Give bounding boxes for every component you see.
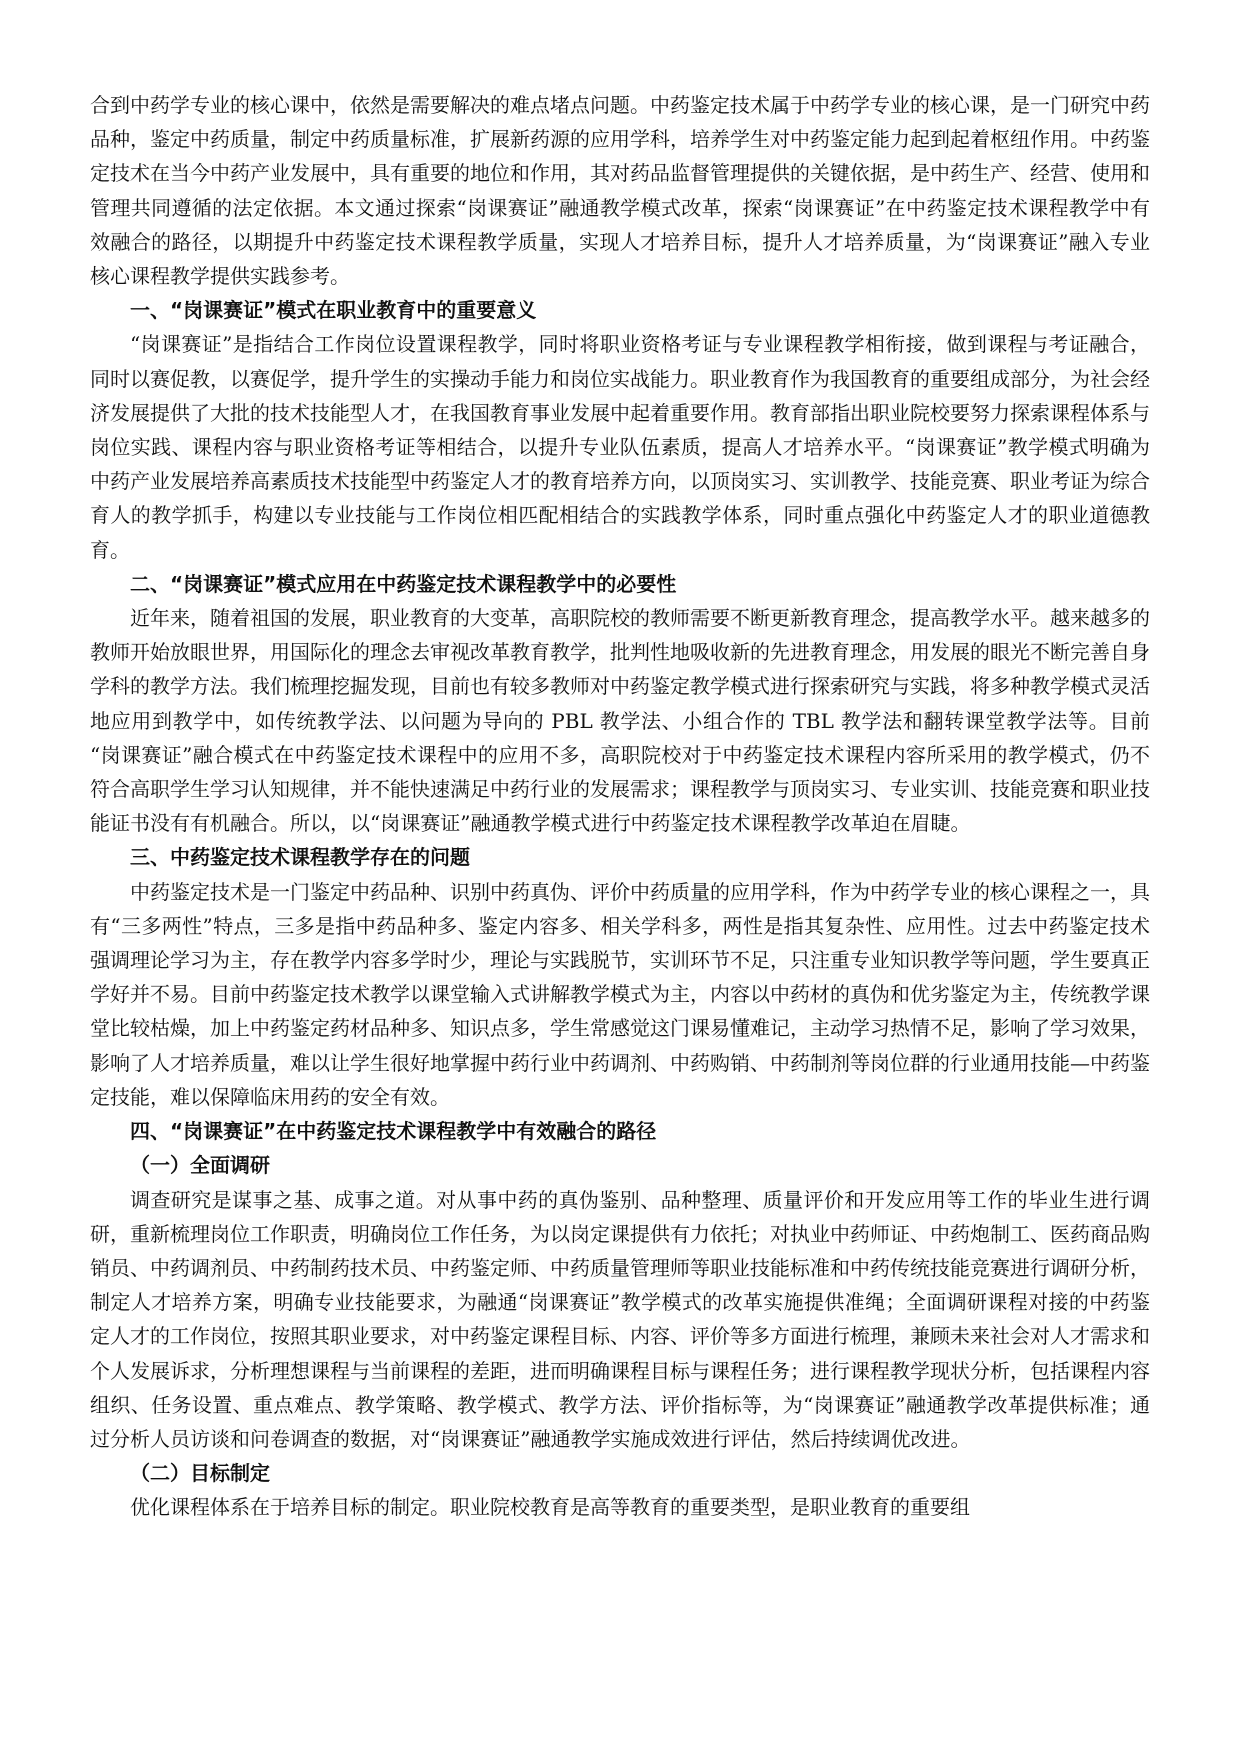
section-heading-3: 三、中药鉴定技术课程教学存在的问题: [130, 845, 470, 870]
subsection-heading-4-2: （二）目标制定: [130, 1461, 270, 1486]
subsection-heading-4-1: （一）全面调研: [130, 1153, 270, 1178]
document-body: [90, 88, 1150, 1525]
paragraph-section-3: 中药鉴定技术是一门鉴定中药品种、识别中药真伪、评价中药质量的应用学科，作为中药学专业的核心课程之一，具有“三多两性”特点，三多是指中药品种多、鉴定内容多、相关学科多，两性是指其复杂性、应用性。过去中药鉴定技术强调理论学习为主，存在教学内容多学时少，理论与实践脱节，实训环节不足，只注重专业知识教学等问题，学生要真正学好并不易。目前中药鉴定技术教学以课堂输入式讲解教学模式为主，内容以中药材的真伪和优劣鉴定为主，传统教学课堂比较枯燥，加上中药鉴定药材品种多、知识点多，学生常感觉这门课易懂难记，主动学习热情不足，影响了学习效果，影响了人才培养质量，难以让学生很好地掌握中药行业中药调剂、中药购销、中药制剂等岗位群的行业通用技能—中药鉴定技能，难以保障临床用药的安全有效。: [90, 879, 1150, 1109]
paragraph-section-4-2: 优化课程体系在于培养目标的制定。职业院校教育是高等教育的重要类型，是职业教育的重要组: [130, 1495, 970, 1520]
section-heading-2: 二、“岗课赛证”模式应用在中药鉴定技术课程教学中的必要性: [130, 571, 677, 596]
paragraph-intro-continuation: 合到中药学专业的核心课中，依然是需要解决的难点堵点问题。中药鉴定技术属于中药学专业的核心课，是一门研究中药品种，鉴定中药质量，制定中药质量标准，扩展新药源的应用学科，培养学生对中药鉴定能力起到起着枢纽作用。中药鉴定技术在当今中药产业发展中，具有重要的地位和作用，其对药品监督管理提供的关键依据，是中药生产、经营、使用和管理共同遵循的法定依据。本文通过探索“岗课赛证”融通教学模式改革，探索“岗课赛证”在中药鉴定技术课程教学中有效融合的路径，以期提升中药鉴定技术课程教学质量，实现人才培养目标，提升人才培养质量，为“岗课赛证”融入专业核心课程教学提供实践参考。: [90, 93, 1150, 289]
section-heading-4: 四、“岗课赛证”在中药鉴定技术课程教学中有效融合的路径: [130, 1119, 657, 1144]
paragraph-section-2: 近年来，随着祖国的发展，职业教育的大变革，高职院校的教师需要不断更新教育理念，提高教学水平。越来越多的教师开始放眼世界，用国际化的理念去审视改革教育教学，批判性地吸收新的先进教育理念，用发展的眼光不断完善自身学科的教学方法。我们梳理挖掘发现，目前也有较多教师对中药鉴定教学模式进行探索研究与实践，将多种教学模式灵活地应用到教学中，如传统教学法、以问题为导向的 PBL 教学法、小组合作的 TBL 教学法和翻转课堂教学法等。目前 “岗课赛证”融合模式在中药鉴定技术课程中的应用不多，高职院校对于中药鉴定技术课程内容所采用的教学模式，仍不符合高职学生学习认知规律，并不能快速满足中药行业的发展需求；课程教学与顶岗实习、专业实训、技能竞赛和职业技能证书没有有机融合。所以，以“岗课赛证”融通教学模式进行中药鉴定技术课程教学改革迫在眉睫。: [90, 606, 1150, 836]
paragraph-section-1: “岗课赛证”是指结合工作岗位设置课程教学，同时将职业资格考证与专业课程教学相衔接，做到课程与考证融合，同时以赛促教，以赛促学，提升学生的实操动手能力和岗位实战能力。职业教育作为我国教育的重要组成部分，为社会经济发展提供了大批的技术技能型人才，在我国教育事业发展中起着重要作用。教育部指出职业院校要努力探索课程体系与岗位实践、课程内容与职业资格考证等相结合，以提升专业队伍素质，提高人才培养水平。“岗课赛证”教学模式明确为中药产业发展培养高素质技术技能型中药鉴定人才的教育培养方向，以顶岗实习、实训教学、技能竞赛、职业考证为综合育人的教学抓手，构建以专业技能与工作岗位相匹配相结合的实践教学体系，同时重点强化中药鉴定人才的职业道德教育。: [90, 332, 1150, 562]
paragraph-section-4-1: 调查研究是谋事之基、成事之道。对从事中药的真伪鉴别、品种整理、质量评价和开发应用等工作的毕业生进行调研，重新梳理岗位工作职责，明确岗位工作任务，为以岗定课提供有力依托；对执业中药师证、中药炮制工、医药商品购销员、中药调剂员、中药制药技术员、中药鉴定师、中药质量管理师等职业技能标准和中药传统技能竞赛进行调研分析，制定人才培养方案，明确专业技能要求，为融通“岗课赛证”教学模式的改革实施提供准绳；全面调研课程对接的中药鉴定人才的工作岗位，按照其职业要求，对中药鉴定课程目标、内容、评价等多方面进行梳理，兼顾未来社会对人才需求和个人发展诉求，分析理想课程与当前课程的差距，进而明确课程目标与课程任务；进行课程教学现状分析，包括课程内容组织、任务设置、重点难点、教学策略、教学模式、教学方法、评价指标等，为“岗课赛证”融通教学改革提供标准；通过分析人员访谈和问卷调查的数据，对“岗课赛证”融通教学实施成效进行评估，然后持续调优改进。: [90, 1187, 1150, 1451]
section-heading-1: 一、“岗课赛证”模式在职业教育中的重要意义: [130, 298, 537, 323]
